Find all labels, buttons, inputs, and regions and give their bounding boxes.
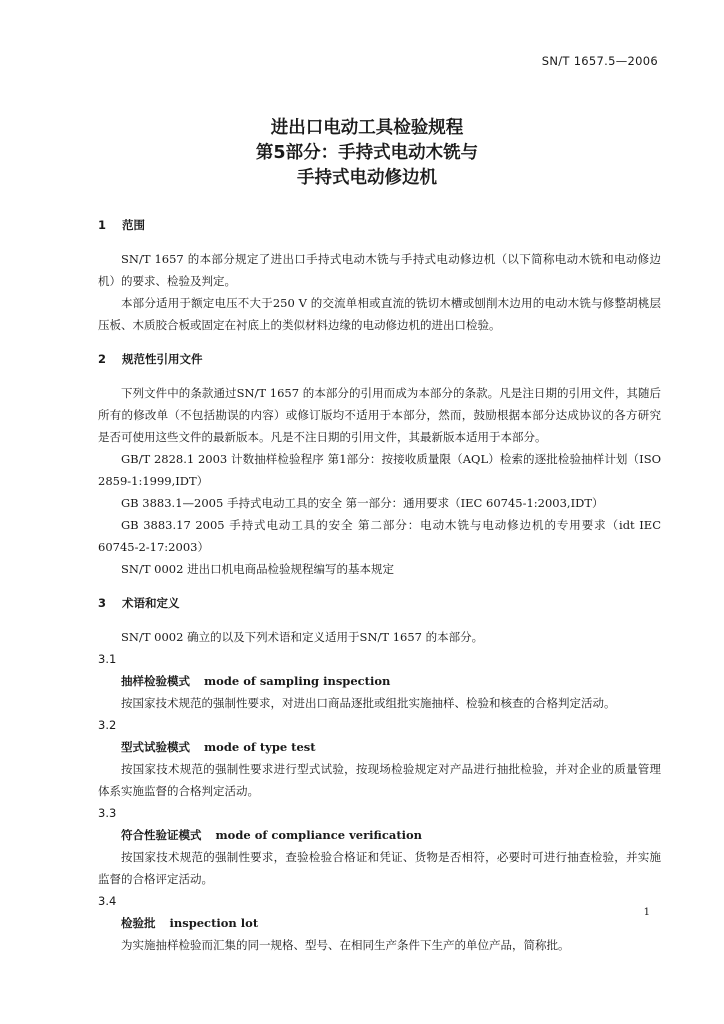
term-definition: 按国家技术规范的强制性要求进行型式试验，按现场检验规定对产品进行抽批检验，并对企业的质量管理体系实施监督的合格判定活动。 [98,762,661,798]
reference-item: GB/T 2828.1 2003 计数抽样检验程序 第1部分：按接收质量限（AQL）检索的逐批检验抽样计划（ISO 2859-1:1999,IDT） [98,452,661,488]
title-line-3: 手持式电动修边机 [297,168,437,188]
term-definition: 按国家技术规范的强制性要求，查验检验合格证和凭证、货物是否相符，必要时可进行抽查检验，并实施监督的合格评定活动。 [98,850,661,886]
term-entry [98,912,661,934]
document-body [98,214,661,956]
term-zh: 型式试验模式 [121,740,190,754]
reference-item: SN/T 0002 进出口机电商品检验规程编写的基本规定 [121,562,395,576]
page-number: 1 [643,907,650,918]
title-line-2: 第5部分：手持式电动木铣与 [255,143,479,163]
section-number: 2 [98,352,107,366]
paragraph: SN/T 1657 的本部分规定了进出口手持式电动木铣与手持式电动修边机（以下简称电动木铣和电动修边机）的要求、检验及判定。 [98,252,661,288]
reference-item: GB 3883.1—2005 手持式电动工具的安全 第一部分：通用要求（IEC 60745-1:2003,IDT） [121,496,604,510]
term-en: mode of type test [204,740,316,754]
section-3-heading [98,592,661,614]
paragraph: 下列文件中的条款通过SN/T 1657 的本部分的引用而成为本部分的条款。凡是注日期的引用文件，其随后所有的修改单（不包括勘误的内容）或修订版均不适用于本部分，然而，鼓励根据本部分达成协议的各方研究是否可使用这些文件的最新版本。凡是不注日期的引用文件，其最新版本适用于本部分。 [98,386,661,444]
reference-item: GB 3883.17 2005 手持式电动工具的安全 第二部分：电动木铣与电动修边机的专用要求（idt IEC 60745-2-17:2003） [98,518,661,554]
term-en: inspection lot [169,916,259,930]
term-entry [98,670,661,692]
paragraph: 本部分适用于额定电压不大于250 V 的交流单相或直流的铣切木槽或刨削木边用的电动木铣与修整胡桃层压板、木质胶合板或固定在衬底上的类似材料边缘的电动修边机的进出口检验。 [98,296,661,332]
section-2-heading [98,348,661,370]
term-number: 3.3 [98,806,117,820]
section-number: 1 [98,218,107,232]
standard-code: SN/T 1657.5—2006 [541,54,658,68]
term-number: 3.4 [98,894,117,908]
term-definition: 为实施抽样检验而汇集的同一规格、型号、在相同生产条件下生产的单位产品，简称批。 [121,938,570,952]
term-entry [98,824,661,846]
term-entry [98,736,661,758]
paragraph: SN/T 0002 确立的以及下列术语和定义适用于SN/T 1657 的本部分。 [121,630,484,644]
term-number: 3.2 [98,718,117,732]
section-title: 规范性引用文件 [122,352,203,366]
section-title: 范围 [122,218,146,232]
term-definition: 按国家技术规范的强制性要求，对进出口商品逐批或组批实施抽样、检验和核查的合格判定活动。 [121,696,616,710]
term-zh: 抽样检验模式 [121,674,190,688]
title-line-1: 进出口电动工具检验规程 [270,118,464,138]
term-number: 3.1 [98,652,117,666]
term-en: mode of sampling inspection [204,674,391,688]
term-zh: 检验批 [121,916,156,930]
document-title [0,116,724,191]
term-zh: 符合性验证模式 [121,828,202,842]
section-1-heading [98,214,661,236]
section-number: 3 [98,596,107,610]
section-title: 术语和定义 [122,596,180,610]
term-en: mode of compliance verification [215,828,423,842]
